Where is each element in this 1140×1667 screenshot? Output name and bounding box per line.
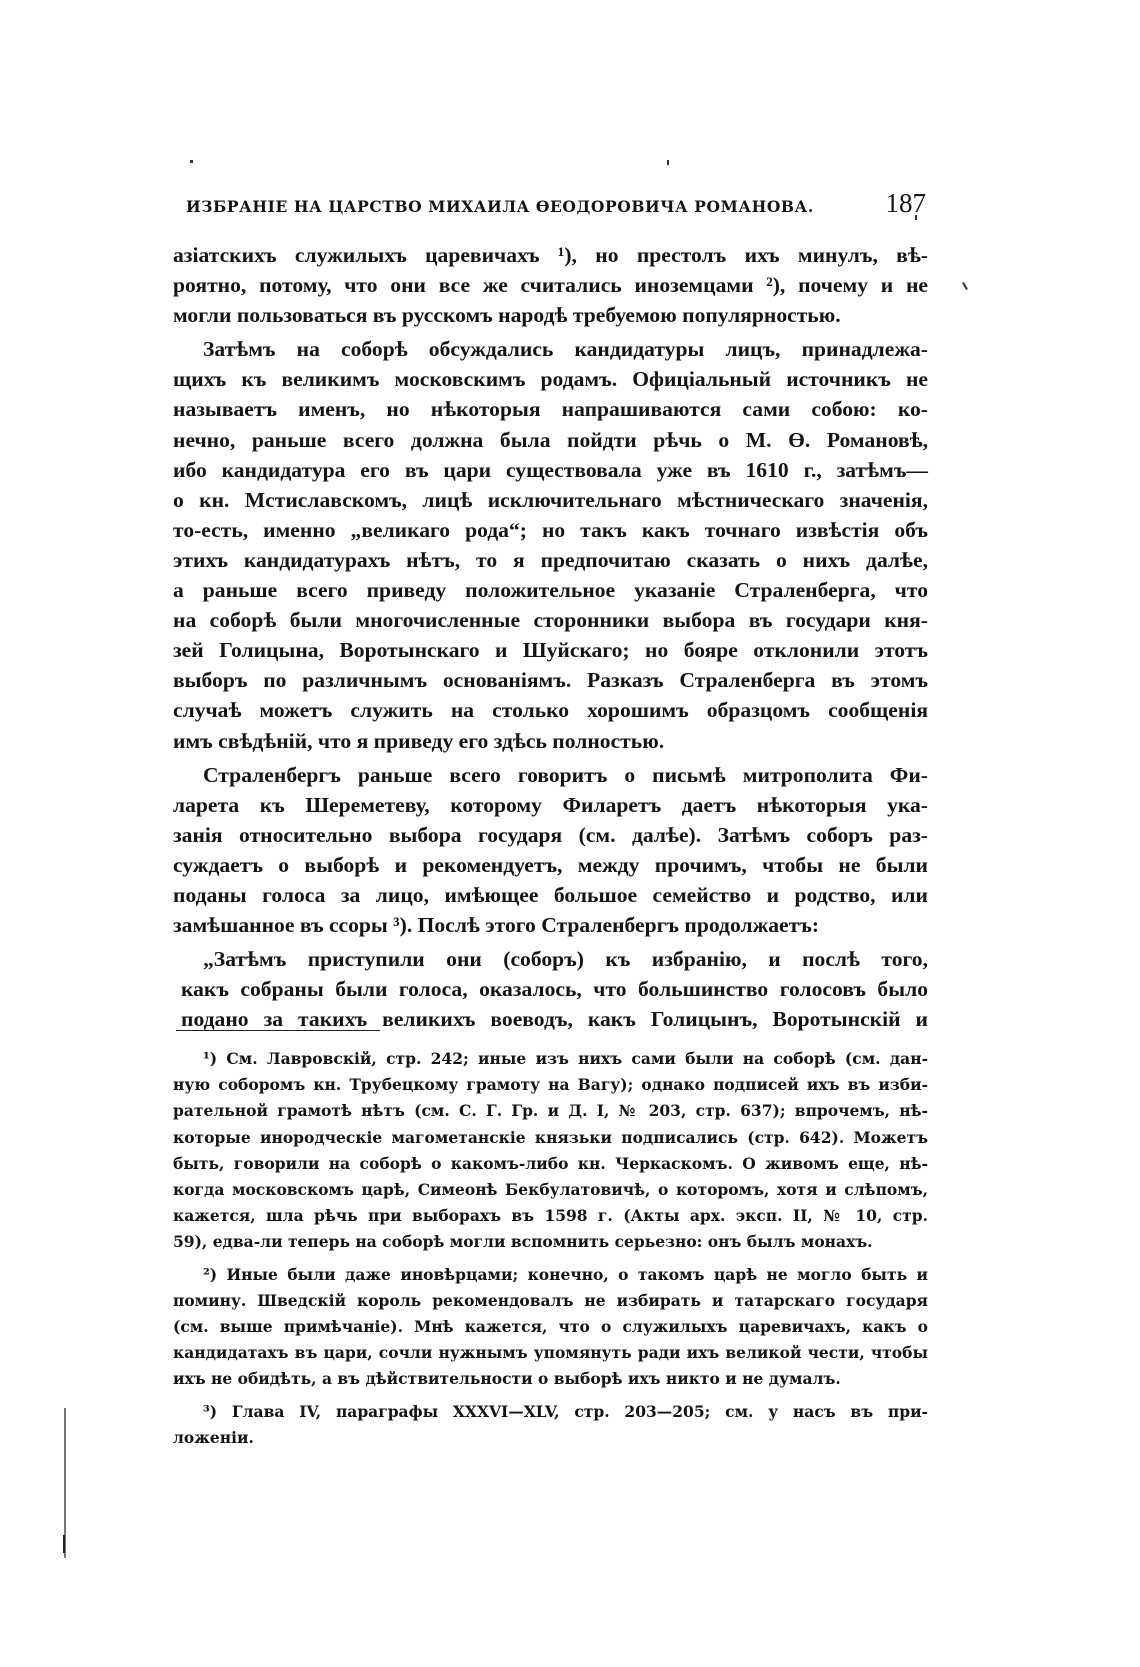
- text-line: этихъ кандидатурахъ нѣтъ, то я предпочитаю сказать о нихъ далѣе,: [173, 547, 928, 572]
- footnote-line: когда московскомъ царѣ, Симеонѣ Бекбулатовичѣ, о которомъ, хотя и слѣпомъ,: [173, 1180, 928, 1200]
- footnote-line: кажется, шла рѣчь при выборахъ въ 1598 г. (Акты арх. эксп. II, № 10, стр.: [173, 1206, 928, 1226]
- text-line: Затѣмъ на соборѣ обсуждались кандидатуры лицъ, принадлежа-: [203, 337, 928, 362]
- footnote-line: ихъ не обидѣть, а въ дѣйствительности о выборѣ ихъ никто и не думалъ.: [173, 1369, 841, 1389]
- footnote-1: [173, 1046, 928, 1256]
- text-line: могли пользоваться въ русскомъ народѣ требуемою популярностью.: [173, 303, 841, 328]
- text-line: роятно, потому, что они все же считались иноземцами ²), почему и не: [173, 273, 928, 298]
- footnote-2: [173, 1262, 928, 1393]
- text-line: имъ свѣдѣній, что я приведу его здѣсь полностью.: [173, 728, 665, 753]
- footnote-line: ²) Иные были даже иновѣрцами; конечно, о такомъ царѣ не могло быть и: [203, 1264, 928, 1284]
- text-line: щихъ къ великимъ московскимъ родамъ. Офиціальный источникъ не: [173, 367, 928, 392]
- text-line: о кн. Мстиславскомъ, лицѣ исключительнаго мѣстническаго значенія,: [173, 487, 928, 512]
- main-text: [173, 240, 928, 1034]
- running-header: [186, 188, 926, 219]
- text-line: называетъ именъ, но нѣкоторыя напрашиваются сами собою: ко-: [173, 397, 928, 422]
- text-line: то-есть, именно „великаго рода“; но такъ какъ точнаго извѣстія объ: [173, 517, 928, 542]
- footnote-line: быть, говорили на соборѣ о какомъ-либо кн. Черкаскомъ. О живомъ еще, нѣ-: [173, 1153, 928, 1173]
- scan-margin-mark: [63, 1535, 65, 1553]
- text-line: нечно, раньше всего должна была пойдти рѣчь о М. Ө. Романовѣ,: [173, 427, 928, 452]
- text-line: ларета къ Шереметеву, которому Филаретъ даетъ нѣкоторыя ука-: [173, 792, 928, 817]
- footnote-line: 59), едва-ли теперь на соборѣ могли вспомнить серьезно: онъ былъ монахъ.: [173, 1232, 873, 1252]
- text-line: занія относительно выбора государя (см. далѣе). Затѣмъ соборъ раз-: [173, 822, 928, 847]
- text-line: выборъ по различнымъ основаніямъ. Разказъ Страленберга въ этомъ: [173, 668, 928, 693]
- footnote-3: [173, 1399, 928, 1451]
- footnote-line: которые инородческіе магометанскіе князьки подписались (стр. 642). Можетъ: [173, 1127, 928, 1147]
- text-line: ибо кандидатура его въ цари существовала уже въ 1610 г., затѣмъ—: [173, 457, 928, 482]
- text-line: подано за такихъ великихъ воеводъ, какъ Голицынъ, Воротынскій и: [181, 1007, 928, 1032]
- footnote-line: кандидатахъ въ цари, сочли нужнымъ упомянуть ради ихъ великой чести, чтобы: [173, 1343, 928, 1363]
- text-line: поданы голоса за лицо, имѣющее большое семейство и родство, или: [173, 882, 928, 907]
- footnote-line: рательной грамотѣ нѣтъ (см. С. Г. Гр. и Д. I, № 203, стр. 637); впрочемъ, нѣ-: [173, 1101, 928, 1121]
- text-line: суждаетъ о выборѣ и рекомендуетъ, между прочимъ, чтобы не были: [173, 852, 928, 877]
- footnote-line: ³) Глава IV, параграфы XXXVI—XLV, стр. 203—205; см. у насъ въ при-: [203, 1401, 928, 1421]
- text-line: а раньше всего приведу положительное указаніе Страленберга, что: [173, 578, 928, 603]
- running-title: ИЗБРАНІЕ НА ЦАРСТВО МИХАИЛА ӨЕОДОРОВИЧА РОМАНОВА.: [186, 197, 814, 216]
- text-line: замѣшанное въ ссоры ³). Послѣ этого Страленбергъ продолжаетъ:: [173, 913, 820, 938]
- text-line: „Затѣмъ приступили они (соборъ) къ избранію, и послѣ того,: [203, 947, 928, 972]
- footnote-separator: [176, 1030, 380, 1031]
- text-line: Страленбергъ раньше всего говоритъ о письмѣ митрополита Фи-: [203, 762, 928, 787]
- text-line: зей Голицына, Воротынскаго и Шуйскаго; но бояре отклонили этотъ: [173, 638, 928, 663]
- footnote-line: помину. Шведскій король рекомендовалъ не избирать и татарскаго государя: [173, 1290, 928, 1310]
- footnotes: [173, 1046, 928, 1457]
- footnote-line: ную соборомъ кн. Трубецкому грамоту на Вагу); однако подписей ихъ въ изби-: [173, 1075, 928, 1095]
- text-line: азіатскихъ служилыхъ царевичахъ ¹), но престолъ ихъ минулъ, вѣ-: [173, 243, 928, 267]
- text-line: случаѣ можетъ служить на столько хорошимъ образцомъ сообщенія: [173, 698, 928, 723]
- text-line: на соборѣ были многочисленные сторонники выбора въ государи кня-: [173, 608, 928, 633]
- page-number: 187: [885, 188, 926, 218]
- text-line: какъ собраны были голоса, оказалось, что большинство голосовъ было: [181, 977, 928, 1002]
- footnote-line: ¹) См. Лавровскій, стр. 242; иные изъ нихъ сами были на соборѣ (см. дан-: [203, 1049, 928, 1068]
- footnote-line: ложеніи.: [173, 1427, 254, 1447]
- footnote-line: (см. выше примѣчаніе). Мнѣ кажется, что о служилыхъ царевичахъ, какъ о: [173, 1317, 928, 1337]
